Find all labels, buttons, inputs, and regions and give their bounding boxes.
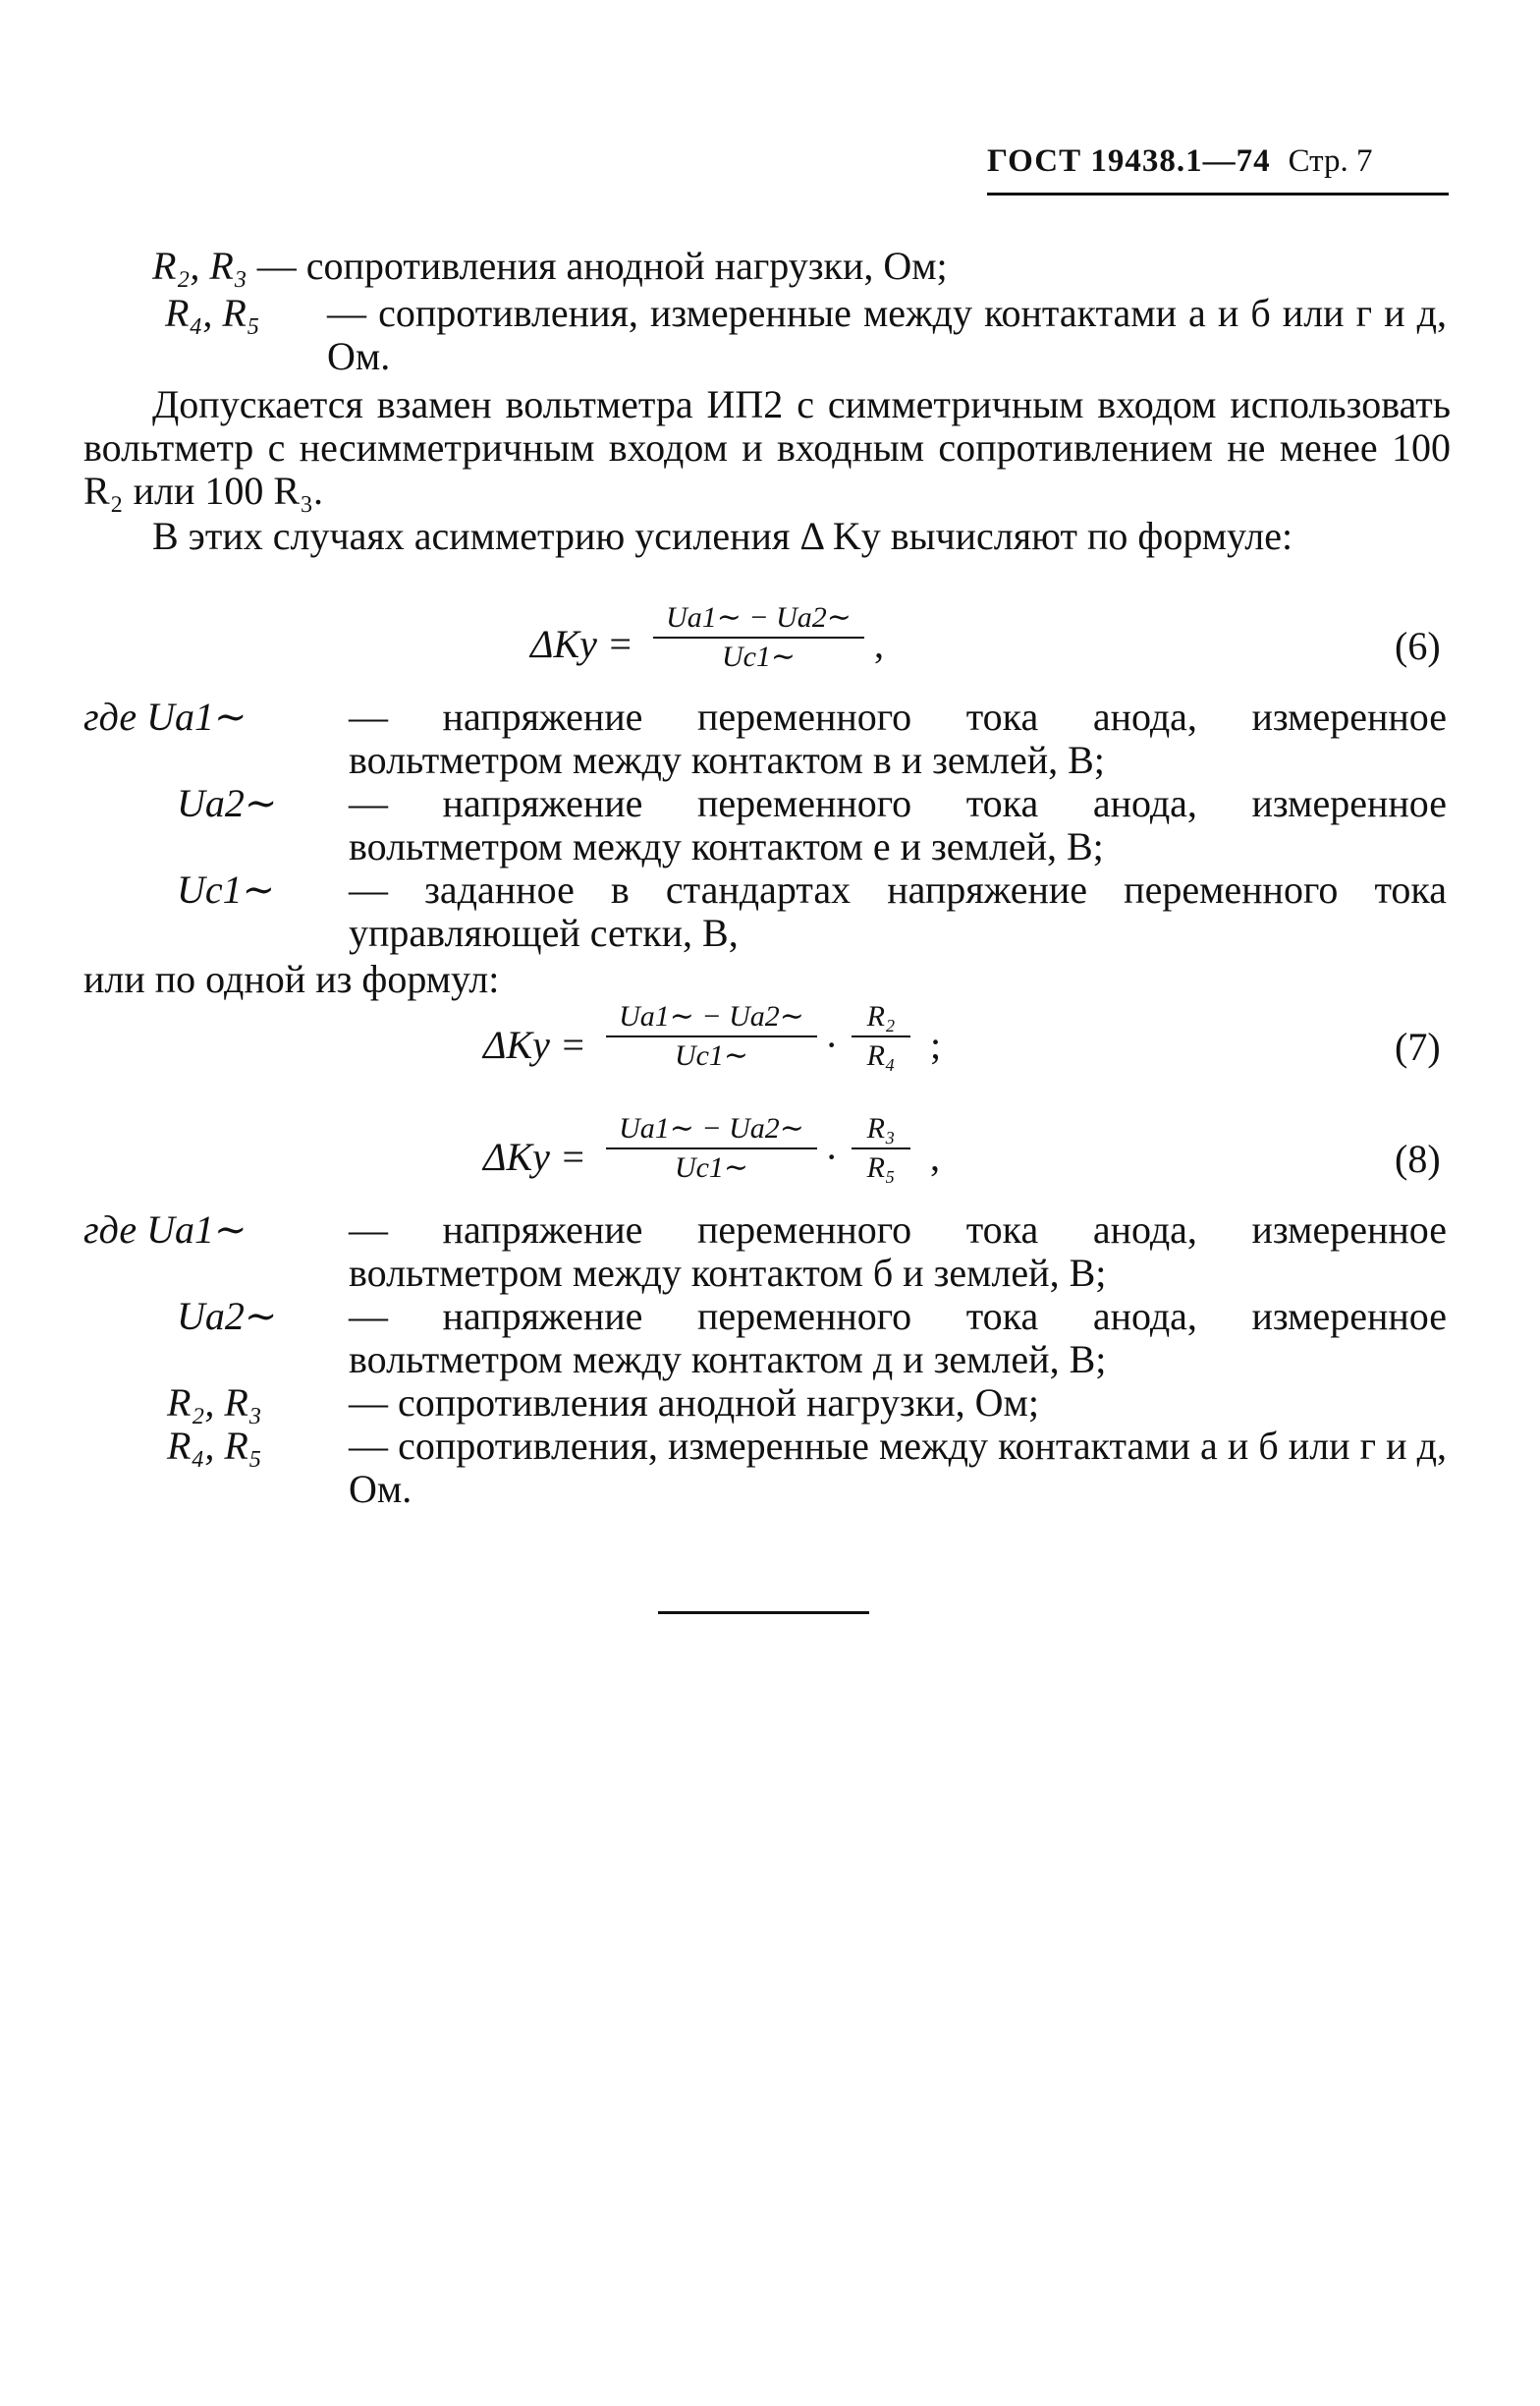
legend-item	[83, 1208, 1451, 1295]
formula-punct: ,	[874, 622, 884, 666]
fraction-denominator: Uc1∼	[674, 1151, 749, 1184]
fraction	[852, 1112, 910, 1185]
legend-symbol: где Ua1∼	[83, 695, 248, 739]
fraction-bar	[852, 1035, 910, 1037]
fraction-denominator: R₄	[866, 1039, 896, 1072]
legend-item	[152, 245, 948, 288]
fraction-numerator: R₃	[866, 1112, 896, 1145]
legend-text: — сопротивления, измеренные между контактами а и б или г и д, Ом.	[327, 291, 1447, 378]
legend-text: — сопротивления анодной нагрузки, Ом;	[256, 244, 948, 288]
fraction-denominator: Uc1∼	[721, 641, 797, 673]
fraction-numerator: Ua1∼ − Ua2∼	[666, 601, 852, 634]
formula-punct: ,	[930, 1135, 940, 1179]
formula-lhs: ΔKу =	[530, 622, 633, 666]
legend-text: — напряжение переменного тока анода, измеренное вольтметром между контактом в и землей, В;	[349, 695, 1447, 782]
paragraph-text: Допускается взамен вольтметра ИП2 с симметричным входом использовать вольтметр с несимметричным входом и входным сопротивлением не менее 100 R₂ или 100 R₃.	[83, 382, 1451, 513]
fraction	[606, 1112, 817, 1185]
fraction-bar	[606, 1035, 817, 1037]
formula-lhs: ΔKу =	[483, 1023, 586, 1067]
fraction-denominator: R₅	[866, 1151, 896, 1184]
equation-number: (7)	[1395, 1025, 1441, 1069]
legend-symbol: где Ua1∼	[83, 1207, 248, 1252]
multiply-dot: ·	[825, 1135, 839, 1179]
equation-number: (8)	[1395, 1137, 1441, 1181]
legend-text: — заданное в стандартах напряжение переменного тока управляющей сетки, В,	[349, 867, 1447, 955]
page-number: Стр. 7	[1288, 143, 1373, 179]
header-rule	[987, 193, 1449, 196]
paragraph-text: В этих случаях асимметрию усиления Δ Kу вычисляют по формуле:	[152, 514, 1293, 558]
legend-symbol: R₄, R₅	[167, 1424, 262, 1468]
fraction-bar	[852, 1147, 910, 1149]
legend-symbol: Ua2∼	[177, 781, 278, 825]
legend-text: — напряжение переменного тока анода, измеренное вольтметром между контактом д и землей, В;	[349, 1294, 1447, 1381]
end-rule	[658, 1611, 869, 1614]
fraction-numerator: Ua1∼ − Ua2∼	[619, 1000, 804, 1033]
fraction-bar	[606, 1147, 817, 1149]
multiply-dot: ·	[825, 1023, 839, 1067]
fraction-bar	[653, 637, 864, 639]
legend-text: — сопротивления анодной нагрузки, Ом;	[349, 1380, 1039, 1425]
paragraph	[83, 515, 1451, 558]
legend-item	[83, 1295, 1451, 1381]
legend-list	[83, 696, 1451, 955]
equation-number: (6)	[1395, 624, 1441, 668]
legend-symbol: Uc1∼	[177, 867, 276, 912]
legend-item	[83, 1381, 1451, 1425]
fraction-numerator: Ua1∼ − Ua2∼	[619, 1112, 804, 1145]
standard-number: ГОСТ 19438.1—74	[987, 143, 1271, 179]
legend-symbol: R₄, R₅	[165, 291, 260, 335]
formula-lhs: ΔKу =	[483, 1135, 586, 1179]
legend-text: — напряжение переменного тока анода, измеренное вольтметром между контактом е и землей, В;	[349, 781, 1447, 868]
fraction	[852, 1000, 910, 1073]
legend-symbol: Ua2∼	[177, 1294, 278, 1338]
legend-item	[83, 1425, 1451, 1511]
fraction-denominator: Uc1∼	[674, 1039, 749, 1072]
legend-list	[83, 1208, 1451, 1511]
formula-punct: ;	[930, 1023, 942, 1067]
legend-item	[165, 292, 1447, 378]
legend-text: — сопротивления, измеренные между контактами а и б или г и д, Ом.	[349, 1424, 1447, 1511]
fraction	[653, 601, 864, 674]
legend-item	[83, 868, 1451, 955]
legend-text: — напряжение переменного тока анода, измеренное вольтметром между контактом б и землей, В;	[349, 1207, 1447, 1295]
or-line: или по одной из формул:	[83, 957, 500, 1001]
paragraph	[83, 383, 1451, 513]
fraction-numerator: R₂	[866, 1000, 896, 1033]
legend-item	[83, 782, 1451, 868]
legend-item	[83, 696, 1451, 782]
legend-symbol: R₂, R₃	[167, 1380, 262, 1425]
page-header	[987, 143, 1373, 180]
legend-symbol: R₂, R₃	[152, 244, 248, 288]
fraction	[606, 1000, 817, 1073]
